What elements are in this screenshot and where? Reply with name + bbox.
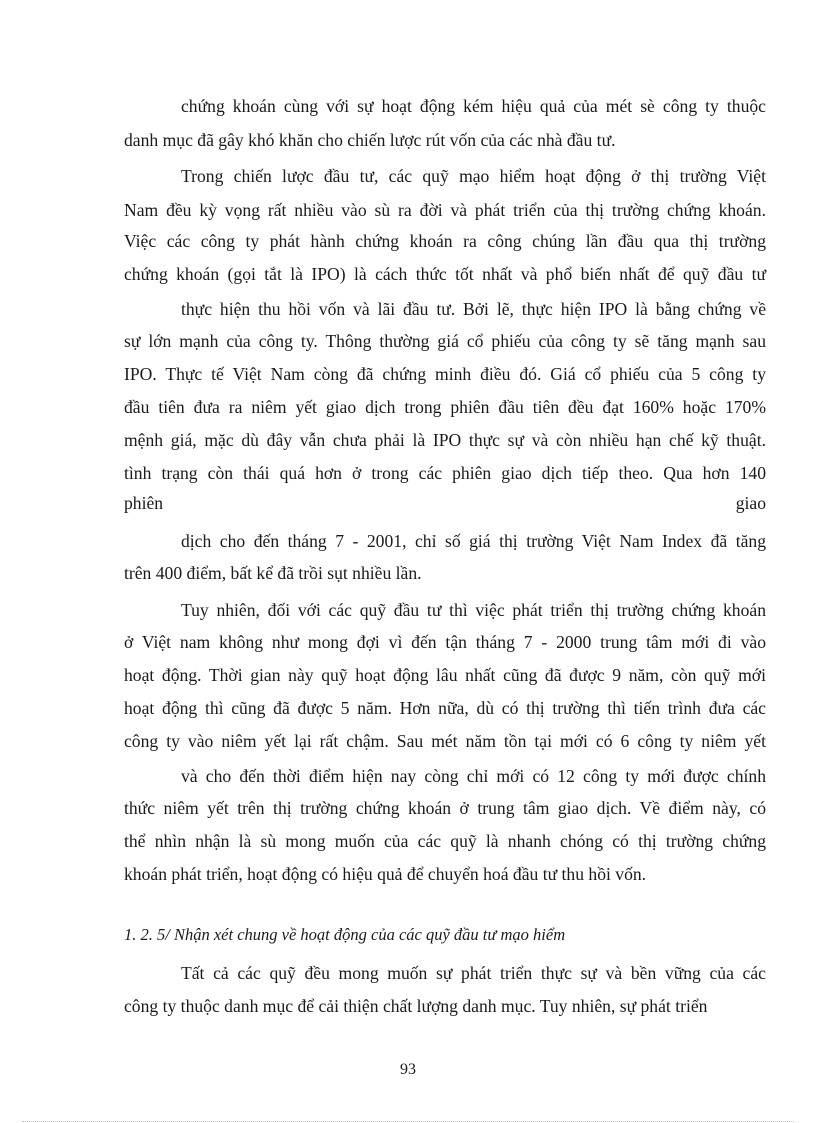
text-line: thể nhìn nhận là sù mong muốn của các quỹ là nhanh chóng có thị trường chứng [124, 831, 766, 851]
text-line: Trong chiến lược đầu tư, các quỹ mạo hiểm hoạt động ở thị trường Việt [181, 166, 766, 186]
text-line: đầu tiên đưa ra niêm yết giao dịch trong phiên đầu tiên đều đạt 160% hoặc 170% [124, 397, 766, 417]
text-line: ở Việt nam không như mong đợi vì đến tận tháng 7 - 2000 trung tâm mới đi vào [124, 632, 766, 652]
text-line: và cho đến thời điểm hiện nay còng chỉ mới có 12 công ty mới được chính [181, 766, 766, 786]
text-line: Tất cả các quỹ đều mong muốn sự phát triển thực sự và bền vững của các [181, 963, 766, 983]
text-line: Tuy nhiên, đối với các quỹ đầu tư thì việc phát triển thị trường chứng khoán [181, 600, 766, 620]
text-line: mệnh giá, mặc dù đây vẫn chưa phải là IPO thực sự và còn nhiều hạn chế kỹ thuật. [124, 430, 766, 450]
text-line: công ty vào niêm yết lại rất chậm. Sau mét năm tồn tại mới có 6 công ty niêm yết [124, 731, 766, 751]
text-line: dịch cho đến tháng 7 - 2001, chỉ số giá thị trường Việt Nam Index đã tăng [181, 531, 766, 551]
section-heading: 1. 2. 5/ Nhận xét chung về hoạt động của các quỹ đầu tư mạo hiểm [124, 925, 566, 944]
text-line: thực hiện thu hồi vốn và lãi đầu tư. Bởi lẽ, thực hiện IPO là bằng chứng về [181, 299, 766, 319]
page-number: 93 [400, 1061, 416, 1078]
text-line: hoạt động. Thời gian này quỹ hoạt động lâu nhất cũng đã được 9 năm, còn quỹ mới [124, 665, 766, 685]
text-line [124, 492, 766, 514]
text-line: hoạt động thì cũng đã được 5 năm. Hơn nữa, dù có thị trường thì tiến trình đưa các [124, 698, 766, 718]
text-line: danh mục đã gây khó khăn cho chiến lược rút vốn của các nhà đầu tư. [124, 130, 616, 150]
text-line: IPO. Thực tế Việt Nam còng đã chứng minh điều đó. Giá cổ phiếu của 5 công ty [124, 364, 766, 384]
text-line: Việc các công ty phát hành chứng khoán ra công chúng lần đầu qua thị trường [124, 231, 766, 251]
text-line: khoán phát triển, hoạt động có hiệu quả để chuyển hoá đầu tư thu hồi vốn. [124, 864, 647, 884]
text-line: chứng khoán (gọi tắt là IPO) là cách thức tốt nhất và phổ biến nhất để quỹ đầu tư [124, 264, 766, 284]
text-word: giao [735, 493, 766, 513]
text-line: thức niêm yết trên thị trường chứng khoán ở trung tâm giao dịch. Về điểm này, có [124, 798, 766, 818]
text-line: tình trạng còn thái quá hơn ở trong các phiên giao dịch tiếp theo. Qua hơn 140 [124, 463, 766, 483]
text-line: Nam đều kỳ vọng rất nhiều vào sù ra đời và phát triển của thị trường chứng khoán. [124, 200, 766, 220]
text-line: công ty thuộc danh mục để cải thiện chất lượng danh mục. Tuy nhiên, sự phát triển [124, 996, 708, 1016]
page-bottom-rule [22, 1121, 794, 1122]
text-word: phiên [124, 493, 164, 513]
text-line: sự lớn mạnh của công ty. Thông thường giá cổ phiếu của công ty sẽ tăng mạnh sau [124, 331, 766, 351]
text-line: trên 400 điểm, bất kể đã trồi sụt nhiều lần. [124, 563, 422, 583]
text-line: chứng khoán cùng với sự hoạt động kém hiệu quả của mét sè công ty thuộc [181, 96, 766, 116]
